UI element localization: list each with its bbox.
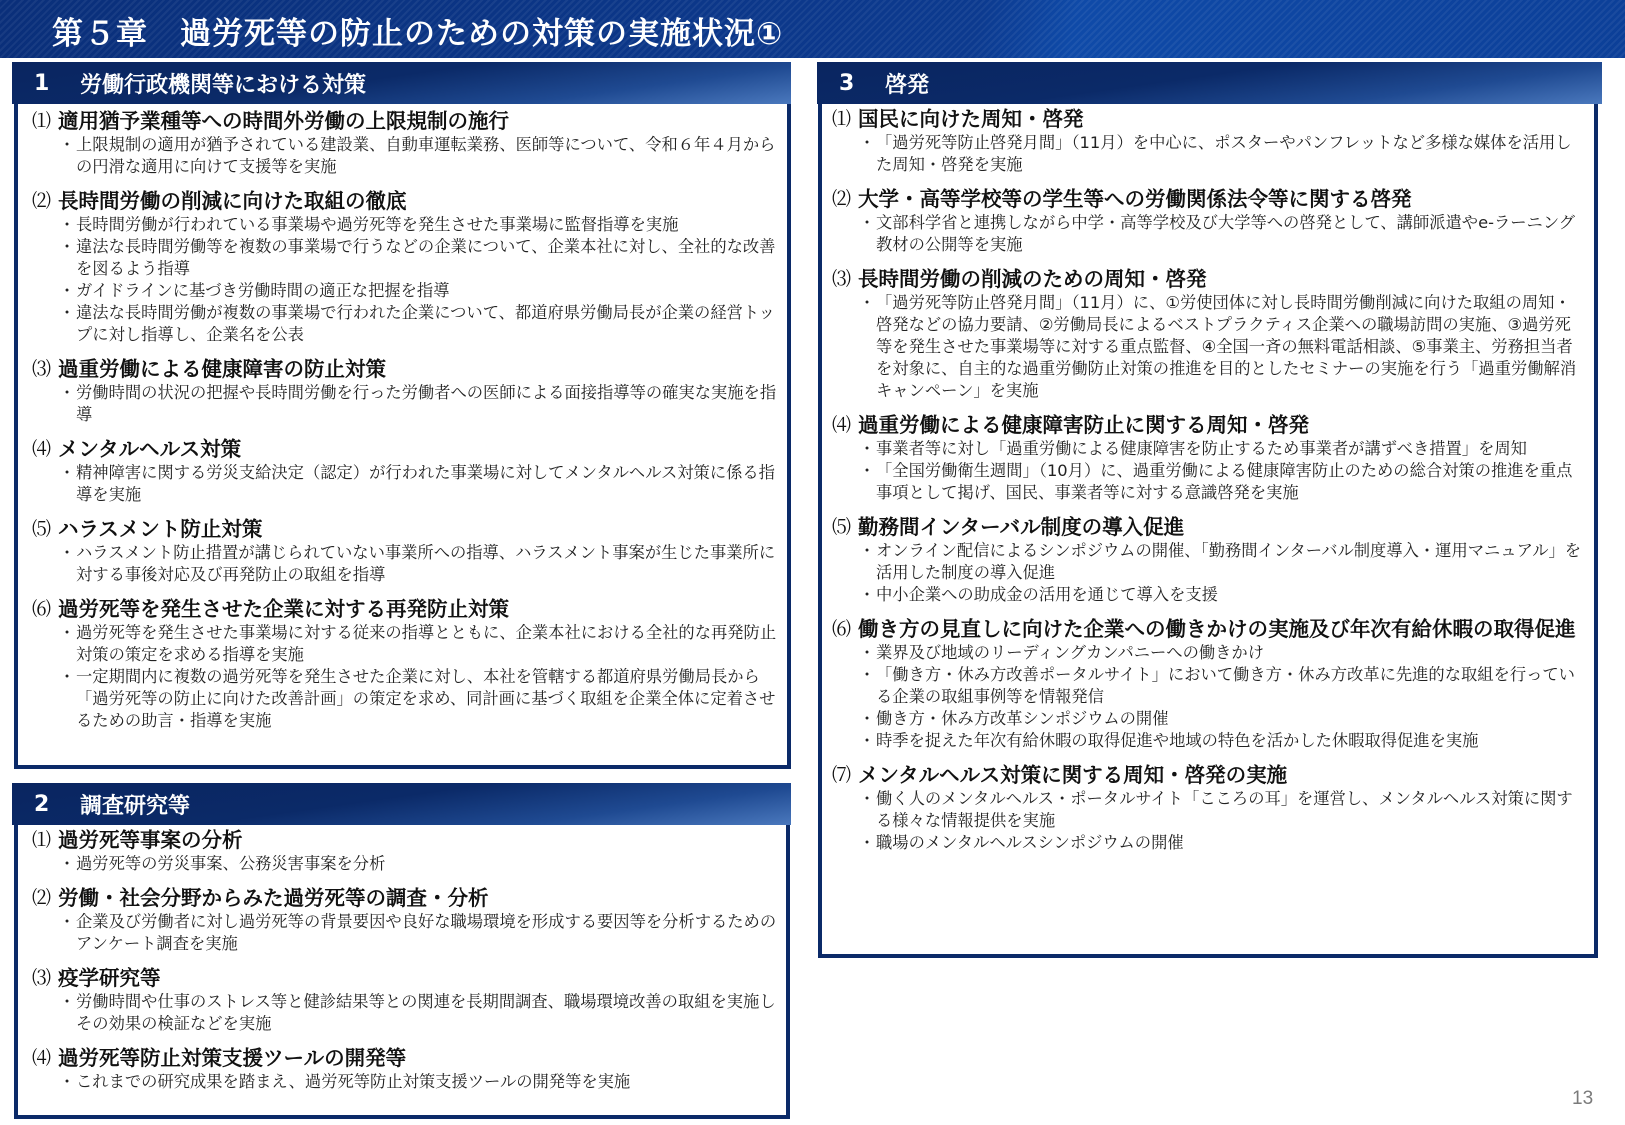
item-heading: [832, 106, 1594, 132]
bullet-item: [58, 214, 787, 236]
bullet-text: 企業及び労働者に対し過労死等の背景要因や良好な職場環境を形成する要因等を分析するためのアンケート調査を実施: [76, 912, 777, 953]
item-title: 過労死等を発生させた企業に対する再発防止対策: [58, 597, 509, 621]
page-number: 13: [1572, 1088, 1594, 1109]
item-title: 長時間労働の削減のための周知・啓発: [858, 267, 1207, 291]
item-list: [32, 827, 786, 1093]
item-marker: ⑶: [32, 967, 52, 989]
bullet-list: [832, 292, 1594, 402]
item-marker: ⑴: [32, 110, 52, 132]
bullet-item: [58, 302, 787, 346]
bullet-dot-icon: ・: [58, 1072, 76, 1091]
bullet-item: [58, 280, 787, 302]
bullet-dot-icon: ・: [858, 731, 876, 750]
item-heading: [32, 885, 786, 911]
bullet-text: 違法な長時間労働が複数の事業場で行われた企業について、都道府県労働局長が企業の経営トップに対し指導し、企業名を公表: [76, 303, 775, 344]
bullet-dot-icon: ・: [58, 463, 76, 482]
item-marker: ⑸: [32, 518, 52, 540]
bullet-item: [58, 622, 787, 666]
bullet-text: 業界及び地域のリーディングカンパニーへの働きかけ: [876, 643, 1264, 662]
item-heading: [32, 1045, 786, 1071]
bullet-text: 職場のメンタルヘルスシンポジウムの開催: [876, 833, 1184, 852]
bullet-item: [58, 542, 787, 586]
bullet-item: [858, 832, 1594, 854]
bullet-dot-icon: ・: [858, 789, 876, 808]
item-title: 国民に向けた周知・啓発: [858, 107, 1084, 131]
bullet-dot-icon: ・: [58, 912, 76, 931]
item-list: [32, 108, 787, 732]
bullet-list: [832, 212, 1594, 256]
list-item: [32, 1045, 786, 1093]
bullet-dot-icon: ・: [858, 439, 876, 458]
bullet-text: 違法な長時間労働等を複数の事業場で行うなどの企業について、企業本社に対し、全社的な改善を図るよう指導: [76, 237, 776, 278]
bullet-list: [32, 134, 787, 178]
list-item: [32, 516, 787, 586]
bullet-dot-icon: ・: [858, 213, 876, 232]
bullet-item: [858, 584, 1594, 606]
bullet-item: [858, 540, 1594, 584]
item-marker: ⑶: [32, 358, 52, 380]
section-number: 2: [34, 791, 50, 817]
section-number: 1: [34, 70, 50, 96]
item-heading: [32, 596, 787, 622]
bullet-list: [32, 622, 787, 732]
bullet-dot-icon: ・: [858, 541, 876, 560]
bullet-item: [858, 438, 1594, 460]
bullet-item: [858, 664, 1594, 708]
bullet-text: 事業者等に対し「過重労働による健康障害を防止するため事業者が講ずべき措置」を周知: [876, 439, 1527, 458]
list-item: [832, 616, 1594, 752]
list-item: [832, 514, 1594, 606]
bullet-text: 長時間労働が行われている事業場や過労死等を発生させた事業場に監督指導を実施: [76, 215, 679, 234]
bullet-dot-icon: ・: [58, 854, 76, 873]
bullet-dot-icon: ・: [58, 992, 76, 1011]
bullet-item: [858, 132, 1594, 176]
item-marker: ⑵: [32, 887, 52, 909]
bullet-item: [858, 460, 1594, 504]
bullet-dot-icon: ・: [58, 543, 76, 562]
bullet-dot-icon: ・: [858, 709, 876, 728]
bullet-item: [58, 666, 787, 732]
item-heading: [32, 108, 787, 134]
bullet-dot-icon: ・: [58, 383, 76, 402]
bullet-item: [58, 236, 787, 280]
list-item: [832, 762, 1594, 854]
bullet-text: 「過労死等防止啓発月間」（11月）に、①労使団体に対し長時間労働削減に向けた取組の周知・啓発などの協力要請、②労働局長によるベストプラクティス企業への職場訪問の実施、③過労死等を発生させた事業場等に対する重点監督、④全国一斉の無料電話相談、⑤事業主、労務担当者を対象に、自主的な過重労働防止対策の推進を目的としたセミナーの実施を行う「過重労働解消キャンペーン」を実施: [876, 293, 1577, 400]
page-title: 第５章 過労死等の防止のための対策の実施状況①: [52, 16, 784, 52]
item-title: 過労死等防止対策支援ツールの開発等: [58, 1046, 407, 1070]
title-bar: [0, 0, 1625, 58]
bullet-text: 「働き方・休み方改善ポータルサイト」において働き方・休み方改革に先進的な取組を行っている企業の取組事例等を情報発信: [876, 665, 1575, 706]
bullet-item: [58, 134, 787, 178]
bullet-text: 文部科学省と連携しながら中学・高等学校及び大学等への啓発として、講師派遣やe-ラーニング教材の公開等を実施: [876, 213, 1576, 254]
section-title: 啓発: [885, 72, 930, 98]
section-title: 労働行政機関等における対策: [80, 72, 367, 98]
bullet-text: 「過労死等防止啓発月間」（11月）を中心に、ポスターやパンフレットなど多様な媒体を活用した周知・啓発を実施: [876, 133, 1572, 174]
bullet-text: 時季を捉えた年次有給休暇の取得促進や地域の特色を活かした休暇取得促進を実施: [876, 731, 1479, 750]
list-item: [832, 266, 1594, 402]
bullet-text: 過労死等を発生させた事業場に対する従来の指導とともに、企業本社における全社的な再発防止対策の策定を求める指導を実施: [76, 623, 777, 664]
bullet-list: [32, 911, 786, 955]
bullet-dot-icon: ・: [858, 833, 876, 852]
item-heading: [832, 266, 1594, 292]
bullet-text: 働き方・休み方改革シンポジウムの開催: [876, 709, 1169, 728]
bullet-item: [58, 462, 787, 506]
list-item: [32, 965, 786, 1035]
bullet-dot-icon: ・: [858, 461, 876, 480]
list-item: [32, 188, 787, 346]
bullet-text: 働く人のメンタルヘルス・ポータルサイト「こころの耳」を運営し、メンタルヘルス対策に関する様々な情報提供を実施: [876, 789, 1573, 830]
list-item: [32, 596, 787, 732]
bullet-item: [58, 1071, 786, 1093]
item-marker: ⑺: [832, 764, 852, 786]
bullet-dot-icon: ・: [58, 135, 76, 154]
bullet-item: [858, 642, 1594, 664]
item-marker: ⑷: [832, 414, 852, 436]
item-title: 過重労働による健康障害防止に関する周知・啓発: [858, 413, 1309, 437]
bullet-dot-icon: ・: [58, 303, 76, 322]
list-item: [832, 186, 1594, 256]
item-heading: [32, 356, 787, 382]
item-marker: ⑶: [832, 268, 852, 290]
bullet-item: [858, 708, 1594, 730]
item-heading: [32, 827, 786, 853]
item-marker: ⑹: [832, 618, 852, 640]
bullet-list: [32, 214, 787, 346]
item-title: 労働・社会分野からみた過労死等の調査・分析: [58, 886, 489, 910]
list-item: [32, 436, 787, 506]
item-heading: [32, 436, 787, 462]
bullet-list: [32, 1071, 786, 1093]
list-item: [832, 412, 1594, 504]
list-item: [832, 106, 1594, 176]
bullet-item: [58, 382, 787, 426]
bullet-list: [832, 788, 1594, 854]
section-header-3: [817, 62, 1602, 104]
item-heading: [832, 762, 1594, 788]
bullet-text: 一定期間内に複数の過労死等を発生させた企業に対し、本社を管轄する都道府県労働局長から「過労死等の防止に向けた改善計画」の策定を求め、同計画に基づく取組を企業全体に定着させるための助言・指導を実施: [76, 667, 776, 730]
bullet-dot-icon: ・: [58, 237, 76, 256]
bullet-list: [832, 438, 1594, 504]
bullet-item: [858, 730, 1594, 752]
bullet-text: 「全国労働衛生週間」（10月）に、過重労働による健康障害防止のための総合対策の推進を重点事項として掲げ、国民、事業者等に対する意識啓発を実施: [876, 461, 1573, 502]
bullet-dot-icon: ・: [58, 623, 76, 642]
section-box-2: [14, 825, 790, 1119]
bullet-text: オンライン配信によるシンポジウムの開催、「勤務間インターバル制度導入・運用マニュアル」を活用した制度の導入促進: [876, 541, 1582, 582]
bullet-list: [32, 382, 787, 426]
item-title: 働き方の見直しに向けた企業への働きかけの実施及び年次有給休暇の取得促進: [858, 617, 1576, 641]
item-heading: [832, 186, 1594, 212]
bullet-dot-icon: ・: [858, 133, 876, 152]
bullet-item: [858, 292, 1594, 402]
item-marker: ⑷: [32, 1047, 52, 1069]
bullet-item: [858, 212, 1594, 256]
item-marker: ⑷: [32, 438, 52, 460]
item-heading: [32, 965, 786, 991]
item-heading: [832, 514, 1594, 540]
bullet-list: [832, 132, 1594, 176]
bullet-dot-icon: ・: [58, 667, 76, 686]
item-title: 大学・高等学校等の学生等への労働関係法令等に関する啓発: [858, 187, 1412, 211]
item-title: メンタルヘルス対策: [58, 437, 242, 461]
item-title: 過労死等事案の分析: [58, 828, 243, 852]
bullet-text: ガイドラインに基づき労働時間の適正な把握を指導: [76, 281, 450, 300]
item-marker: ⑵: [32, 190, 52, 212]
section-header-1: [12, 62, 791, 104]
item-heading: [832, 412, 1594, 438]
list-item: [32, 827, 786, 875]
bullet-dot-icon: ・: [858, 665, 876, 684]
list-item: [32, 108, 787, 178]
section-title: 調査研究等: [80, 793, 191, 819]
section-box-1: [14, 104, 791, 769]
section-number: 3: [839, 70, 855, 96]
bullet-list: [32, 462, 787, 506]
item-marker: ⑵: [832, 188, 852, 210]
item-heading: [832, 616, 1594, 642]
item-title: 勤務間インターバル制度の導入促進: [858, 515, 1185, 539]
bullet-text: 過労死等の労災事案、公務災害事案を分析: [76, 854, 386, 873]
item-marker: ⑴: [832, 108, 852, 130]
bullet-list: [832, 642, 1594, 752]
bullet-dot-icon: ・: [858, 643, 876, 662]
bullet-item: [58, 991, 786, 1035]
bullet-dot-icon: ・: [58, 215, 76, 234]
bullet-text: 中小企業への助成金の活用を通じて導入を支援: [876, 585, 1218, 604]
bullet-text: 上限規制の適用が猶予されている建設業、自動車運転業務、医師等について、令和６年４月からの円滑な適用に向けて支援等を実施: [76, 135, 776, 176]
bullet-item: [858, 788, 1594, 832]
item-title: 疫学研究等: [58, 966, 161, 990]
item-marker: ⑸: [832, 516, 852, 538]
list-item: [32, 356, 787, 426]
bullet-list: [32, 991, 786, 1035]
bullet-list: [32, 542, 787, 586]
bullet-item: [58, 911, 786, 955]
item-title: ハラスメント防止対策: [58, 517, 263, 541]
bullet-item: [58, 853, 786, 875]
bullet-text: ハラスメント防止措置が講じられていない事業所への指導、ハラスメント事案が生じた事業所に対する事後対応及び再発防止の取組を指導: [76, 543, 776, 584]
list-item: [32, 885, 786, 955]
bullet-list: [832, 540, 1594, 606]
item-title: 長時間労働の削減に向けた取組の徹底: [58, 189, 407, 213]
bullet-dot-icon: ・: [858, 293, 876, 312]
item-title: 適用猶予業種等への時間外労働の上限規制の施行: [58, 109, 509, 133]
bullet-text: これまでの研究成果を踏まえ、過労死等防止対策支援ツールの開発等を実施: [76, 1072, 631, 1091]
bullet-text: 労働時間の状況の把握や長時間労働を行った労働者への医師による面接指導等の確実な実施を指導: [76, 383, 777, 424]
bullet-text: 精神障害に関する労災支給決定（認定）が行われた事業場に対してメンタルヘルス対策に係る指導を実施: [76, 463, 775, 504]
item-heading: [32, 188, 787, 214]
bullet-text: 労働時間や仕事のストレス等と健診結果等との関連を長期間調査、職場環境改善の取組を実施しその効果の検証などを実施: [76, 992, 776, 1033]
item-title: 過重労働による健康障害の防止対策: [58, 357, 386, 381]
item-marker: ⑴: [32, 829, 52, 851]
section-header-2: [12, 783, 791, 825]
item-marker: ⑹: [32, 598, 52, 620]
bullet-list: [32, 853, 786, 875]
section-box-3: [818, 104, 1598, 958]
bullet-dot-icon: ・: [58, 281, 76, 300]
item-list: [832, 106, 1594, 854]
item-heading: [32, 516, 787, 542]
item-title: メンタルヘルス対策に関する周知・啓発の実施: [858, 763, 1288, 787]
bullet-dot-icon: ・: [858, 585, 876, 604]
